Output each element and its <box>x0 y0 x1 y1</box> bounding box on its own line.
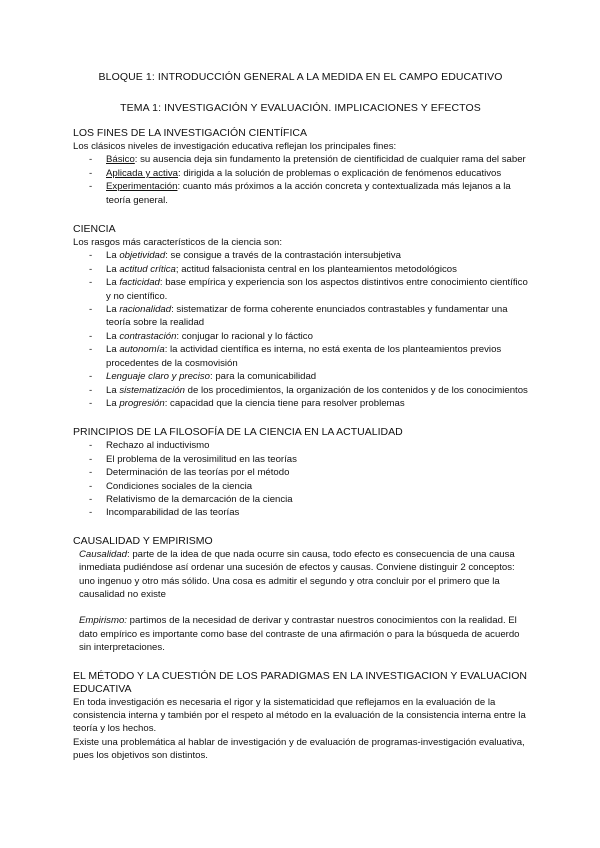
metodo-paragraph-2: Existe una problemática al hablar de investigación y de evaluación de programas-investigación evaluativa, pues los objetivos son distintos. <box>73 736 525 762</box>
list-item: - Aplicada y activa: dirigida a la solución de problemas o explicación de fenómenos educativos <box>89 167 502 179</box>
section-principios <box>73 426 528 519</box>
list-item: - La sistematización de los procedimientos, la organización de los contenidos y de los conocimientos <box>89 384 528 396</box>
section-title-metodo: EL MÉTODO Y LA CUESTIÓN DE LOS PARADIGMAS EN LA INVESTIGACION Y EVALUACION EDUCATIVA <box>73 669 527 695</box>
fines-list <box>73 153 528 207</box>
list-item: - Experimentación: cuanto más próximos a la acción concreta y contextualizada más lejanos a la teoría general. <box>89 181 511 206</box>
causalidad-paragraph: Causalidad: parte de la idea de que nada ocurre sin causa, todo efecto es consecuencia de una causa inmediata pudiéndose así ordenar una sucesión de efectos y causas. Conviene distinguir 2 conceptos: uno ingenuo y otro más sólido. Una cosa es admitir el segundo y otra concluir por el primero que la causalidad no existe <box>79 548 515 600</box>
block-title: BLOQUE 1: INTRODUCCIÓN GENERAL A LA MEDIDA EN EL CAMPO EDUCATIVO <box>98 71 503 83</box>
list-item: - La contrastación: conjugar lo racional y lo fáctico <box>89 330 313 342</box>
topic-title: TEMA 1: INVESTIGACIÓN Y EVALUACIÓN. IMPLICACIONES Y EFECTOS <box>120 102 481 114</box>
list-item: - La actitud crítica; actitud falsacionista central en los planteamientos metodológicos <box>89 263 457 275</box>
section-causalidad <box>73 535 528 655</box>
section-title-causalidad: CAUSALIDAD Y EMPIRISMO <box>73 534 213 547</box>
list-item: - Lenguaje claro y preciso: para la comunicabilidad <box>89 371 317 383</box>
list-item: - La progresión: capacidad que la ciencia tiene para resolver problemas <box>89 397 405 409</box>
list-item: - La facticidad: base empírica y experiencia son los aspectos distintivos entre conocimiento científico y no científico. <box>89 277 528 302</box>
ciencia-intro: Los rasgos más característicos de la ciencia son: <box>73 237 283 249</box>
empirismo-paragraph: Empirismo: partimos de la necesidad de derivar y contrastar nuestros conocimientos con la realidad. El dato empírico es importante como base del contraste de una afirmación o para la búsqueda de acuerdo sin interpretaciones. <box>79 615 520 654</box>
list-item: - Rechazo al inductivismo <box>89 440 210 452</box>
fines-intro: Los clásicos niveles de investigación educativa reflejan los principales fines: <box>73 141 397 152</box>
section-fines <box>73 127 528 207</box>
list-item: - La autonomía: la actividad científica es interna, no está exenta de los planteamientos previos procedentes de la cosmovisión <box>89 344 502 369</box>
list-item: - La racionalidad: sistematizar de forma coherente enunciados contrastables y fundamentar una teoría sobre la realidad <box>89 304 508 329</box>
paragraph-gap <box>73 601 528 614</box>
section-title-fines: LOS FINES DE LA INVESTIGACIÓN CIENTÍFICA <box>73 127 307 139</box>
ciencia-list <box>73 249 528 410</box>
list-item: - Determinación de las teorías por el método <box>89 467 290 479</box>
section-ciencia <box>73 223 528 410</box>
list-item: - El problema de la verosimilitud en las teorías <box>89 453 297 465</box>
section-title-principios: PRINCIPIOS DE LA FILOSOFÍA DE LA CIENCIA EN LA ACTUALIDAD <box>73 426 403 439</box>
list-item: - Relativismo de la demarcación de la ciencia <box>89 493 293 505</box>
document-page <box>73 68 528 763</box>
list-item: - Incomparabilidad de las teorías <box>89 507 240 519</box>
section-title-ciencia: CIENCIA <box>73 223 116 236</box>
section-metodo <box>73 670 528 763</box>
principios-list <box>73 439 528 519</box>
list-item: - La objetividad: se consigue a través de la contrastación intersubjetiva <box>89 250 401 262</box>
list-item: - Básico: su ausencia deja sin fundamento la pretensión de cientificidad de cualquier rama del saber <box>89 154 526 166</box>
metodo-paragraph-1: En toda investigación es necesaria el rigor y la sistematicidad que reflejamos en la evaluación de la consistencia interna y también por el respeto al método en la evaluación de la consistencia interna entre la teoría y los hechos. <box>73 696 526 735</box>
list-item: - Condiciones sociales de la ciencia <box>89 480 253 492</box>
